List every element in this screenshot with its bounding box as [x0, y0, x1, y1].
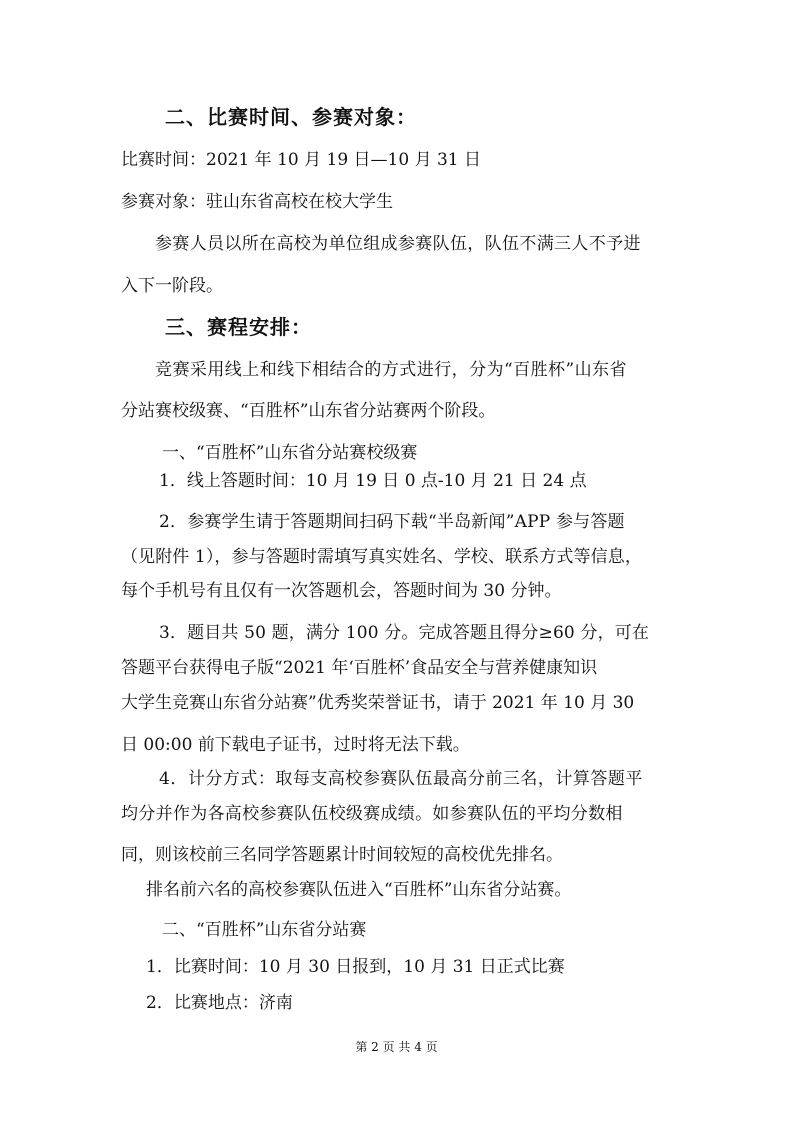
team-rule-line-2: 入下一阶段。 — [121, 276, 223, 296]
stage-1-item-3-line-2: 答题平台获得电子版“2021 年‘百胜杯’食品安全与营养健康知识 — [121, 658, 598, 678]
stage-1-item-4-line-1: 4．计分方式：取每支高校参赛队伍最高分前三名，计算答题平 — [159, 769, 643, 789]
participants-target: 参赛对象：驻山东省高校在校大学生 — [121, 192, 393, 212]
stage-2-title: 二、“百胜杯”山东省分站赛 — [162, 920, 367, 940]
schedule-intro-line-1: 竞赛采用线上和线下相结合的方式进行，分为“百胜杯”山东省 — [155, 360, 627, 380]
stage-2-item-2: 2．比赛地点：济南 — [146, 993, 293, 1013]
section-2-heading: 二、比赛时间、参赛对象： — [165, 105, 417, 129]
stage-1-item-3-line-4: 日 00:00 前下载电子证书，过时将无法下载。 — [121, 735, 470, 755]
page-number-footer: 第 2 页 共 4 页 — [355, 1040, 438, 1054]
stage-1-item-2-line-2: （见附件 1），参与答题时需填写真实姓名、学校、联系方式等信息， — [121, 547, 642, 567]
team-rule-line-1: 参赛人员以所在高校为单位组成参赛队伍，队伍不满三人不予进 — [155, 234, 641, 254]
stage-1-item-4-line-2: 均分并作为各高校参赛队伍校级赛成绩。如参赛队伍的平均分数相 — [121, 804, 623, 824]
stage-1-advance-rule: 排名前六名的高校参赛队伍进入“百胜杯”山东省分站赛。 — [146, 880, 572, 900]
stage-2-item-1: 1．比赛时间：10 月 30 日报到，10 月 31 日正式比赛 — [146, 957, 565, 977]
stage-1-item-2-line-3: 每个手机号有且仅有一次答题机会，答题时间为 30 分钟。 — [121, 581, 562, 601]
schedule-intro-line-2: 分站赛校级赛、“百胜杯”山东省分站赛两个阶段。 — [121, 401, 496, 421]
stage-1-item-1: 1．线上答题时间：10 月 19 日 0 点-10 月 21 日 24 点 — [159, 471, 587, 491]
stage-1-item-2-line-1: 2．参赛学生请于答题期间扫码下载“半岛新闻”APP 参与答题 — [159, 512, 625, 532]
competition-time: 比赛时间：2021 年 10 月 19 日—10 月 31 日 — [121, 150, 482, 170]
stage-1-item-3-line-3: 大学生竞赛山东省分站赛”优秀奖荣誉证书，请于 2021 年 10 月 30 — [121, 693, 635, 713]
stage-1-item-3-line-1: 3．题目共 50 题，满分 100 分。完成答题且得分≥60 分，可在 — [159, 623, 650, 643]
stage-1-title: 一、“百胜杯”山东省分站赛校级赛 — [162, 443, 418, 463]
section-3-heading: 三、赛程安排： — [165, 315, 312, 339]
stage-1-item-4-line-3: 同，则该校前三名同学答题累计时间较短的高校优先排名。 — [121, 845, 563, 865]
